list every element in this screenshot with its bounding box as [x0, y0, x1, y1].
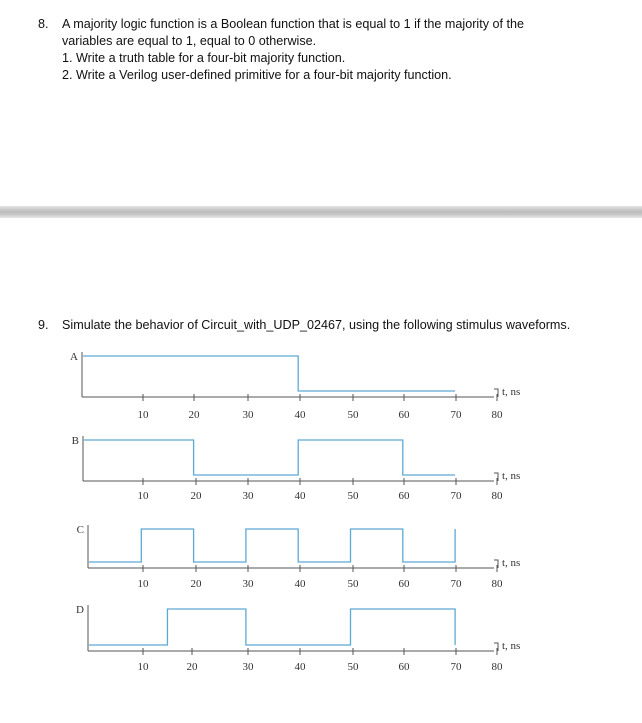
signal-b-tick-label-20: 20 [190, 490, 202, 502]
signal-c-tick-label-50: 50 [347, 578, 359, 590]
signal-d-tick-label-80: 80 [491, 661, 503, 673]
signal-a-tick-label-60: 60 [398, 409, 410, 421]
signal-c-axis-unit: t, ns [502, 557, 521, 569]
signal-a-tick-label-80: 80 [491, 409, 503, 421]
question-8-text-line2: variables are equal to 1, equal to 0 otherwise. [62, 34, 317, 48]
question-9-text: Simulate the behavior of Circuit_with_UDP_02467, using the following stimulus waveforms. [62, 318, 571, 332]
signal-b-waveform [84, 440, 455, 475]
question-9-number: 9. [38, 318, 49, 332]
signal-b-tick-label-10: 10 [137, 490, 149, 502]
signal-c-tick-label-70: 70 [450, 578, 462, 590]
signal-d-tick-label-70: 70 [450, 661, 462, 673]
signal-b-tick-label-30: 30 [242, 490, 254, 502]
signal-d-waveform [89, 609, 455, 645]
signal-d-axis-unit: t, ns [502, 640, 521, 652]
signal-d-label: D [76, 604, 84, 616]
question-8-item-1: 1. Write a truth table for a four-bit majority function. [62, 51, 346, 65]
signal-a-label: A [70, 351, 78, 363]
signal-a-waveform [83, 356, 455, 391]
signal-b-tick-label-50: 50 [347, 490, 359, 502]
signal-a-tick-label-10: 10 [137, 409, 149, 421]
signal-b-tick-label-60: 60 [398, 490, 410, 502]
signal-b-tick-label-70: 70 [450, 490, 462, 502]
signal-b-tick-label-80: 80 [491, 490, 503, 502]
signal-d-tick-label-20: 20 [186, 661, 198, 673]
signal-c-tick-label-80: 80 [491, 578, 503, 590]
signal-a-tick-label-70: 70 [450, 409, 462, 421]
signal-a-axis-unit: t, ns [502, 386, 521, 398]
signal-d-tick-label-50: 50 [347, 661, 359, 673]
signal-c-tick-label-40: 40 [294, 578, 306, 590]
signal-d-tick-label-10: 10 [137, 661, 149, 673]
question-8-item-2: 2. Write a Verilog user-defined primitive for a four-bit majority function. [62, 68, 452, 82]
signal-d-tick-label-30: 30 [242, 661, 254, 673]
signal-c-tick-label-10: 10 [137, 578, 149, 590]
signal-c-tick-label-30: 30 [242, 578, 254, 590]
signal-c-tick-label-60: 60 [398, 578, 410, 590]
signal-b-label: B [71, 435, 79, 447]
signal-c-waveform [89, 529, 455, 562]
signal-a-tick-label-50: 50 [347, 409, 359, 421]
signal-d-tick-label-60: 60 [398, 661, 410, 673]
signal-a-tick-label-20: 20 [188, 409, 200, 421]
question-8-number: 8. [38, 17, 49, 31]
signal-c-label: C [76, 524, 84, 536]
signal-a-tick-label-30: 30 [242, 409, 254, 421]
signal-c-tick-label-20: 20 [190, 578, 202, 590]
signal-a-tick-label-40: 40 [294, 409, 306, 421]
signal-b-axis-unit: t, ns [502, 470, 521, 482]
question-8-text-line1: A majority logic function is a Boolean function that is equal to 1 if the majority of the [62, 17, 525, 31]
signal-b-tick-label-40: 40 [294, 490, 306, 502]
signal-d-tick-label-40: 40 [294, 661, 306, 673]
